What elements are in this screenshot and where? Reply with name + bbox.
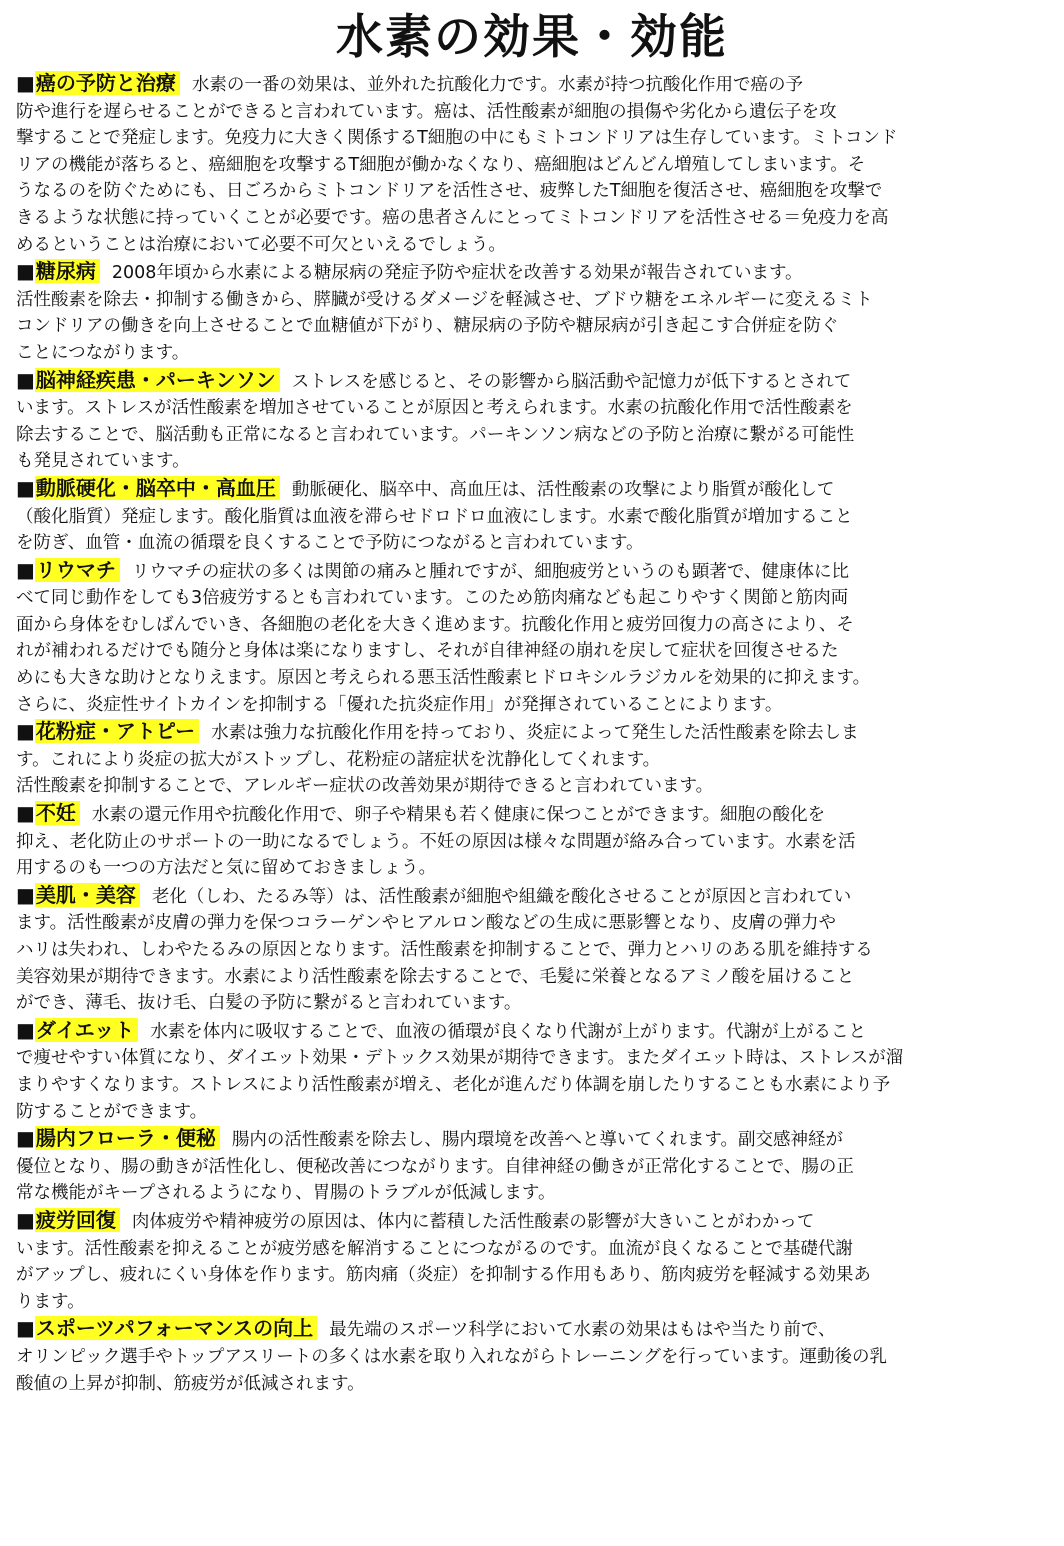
section xyxy=(16,882,1048,1017)
body-text: で痩せやすい体質になり、ダイエット効果・デトックス効果が期待できます。またダイエット時は、ストレスが溜 xyxy=(16,1048,904,1069)
text-line xyxy=(16,125,1048,152)
text-line xyxy=(16,1045,1048,1072)
body-text: 活性酸素を除去・抑制する働きから、膵臓が受けるダメージを軽減させ、ブドウ糖をエネルギーに変えるミト xyxy=(16,289,873,310)
body-text: 腸内の活性酸素を除去し、腸内環境を改善へと導いてくれます。副交感神経が xyxy=(231,1130,844,1151)
bullet-square-icon: ■ xyxy=(16,719,35,744)
body-text: 水素の一番の効果は、並外れた抗酸化力です。水素が持つ抗酸化作用で癌の予 xyxy=(191,75,804,95)
body-text: います。活性酸素を抑えることが疲労感を解消することにつながるのです。血流が良くなることで基礎代謝 xyxy=(16,1238,853,1259)
body-text: 老化（しわ、たるみ等）は、活性酸素が細胞や組織を酸化させることが原因と言われてい xyxy=(151,886,852,907)
text-line xyxy=(16,205,1048,232)
text-line xyxy=(16,70,1048,99)
page-title: 水素の効果・効能 xyxy=(336,10,728,65)
text-line xyxy=(16,1072,1048,1099)
text-line xyxy=(16,1289,1048,1316)
body-text: きるような状態に持っていくことが必要です。癌の患者さんにとってミトコンドリアを活性させる＝免疫力を高 xyxy=(16,207,889,228)
section-heading: ダイエット xyxy=(35,1018,138,1042)
text-line xyxy=(16,1017,1048,1046)
document-page xyxy=(0,8,1064,1546)
section-heading: 疲労回復 xyxy=(35,1208,120,1232)
body-text: オリンピック選手やトップアスリートの多くは水素を取り入れながらトレーニングを行っています。運動後の乳 xyxy=(16,1346,887,1367)
body-text: ハリは失われ、しわやたるみの原因となります。活性酸素を抑制することで、弾力とハリのある肌を維持する xyxy=(16,940,873,960)
body-text: 抑え、老化防止のサポートの一助になるでしょう。不妊の原因は様々な問題が絡み合っています。水素を活 xyxy=(16,831,856,852)
body-text: れが補われるだけでも随分と身体は楽になりますし、それが自律神経の崩れを戻して症状を回復させるた xyxy=(16,641,839,662)
body-text: ます。活性酸素が皮膚の弾力を保つコラーゲンやヒアルロン酸などの生成に悪影響となり、皮膚の弾力や xyxy=(16,913,837,934)
text-line xyxy=(16,1099,1048,1126)
section-heading: リウマチ xyxy=(35,558,120,582)
section-body xyxy=(16,1207,1048,1315)
text-line xyxy=(16,504,1048,531)
bullet-square-icon: ■ xyxy=(16,882,35,907)
bullet-square-icon: ■ xyxy=(16,367,35,392)
section-body xyxy=(16,258,1048,366)
text-line xyxy=(16,1315,1048,1344)
body-text: 肉体疲労や精神疲労の原因は、体内に蓄積した活性酸素の影響が大きいことがわかって xyxy=(131,1211,815,1232)
bullet-square-icon: ■ xyxy=(16,71,35,95)
body-text: 防することができます。 xyxy=(16,1101,208,1122)
text-line xyxy=(16,1180,1048,1207)
section xyxy=(16,475,1048,557)
section-heading: 腸内フローラ・便秘 xyxy=(35,1126,220,1150)
section-body xyxy=(16,800,1048,882)
section xyxy=(16,258,1048,366)
body-text: まりやすくなります。ストレスにより活性酸素が増え、老化が進んだり体調を崩したりすることも水素により予 xyxy=(16,1074,891,1095)
text-line xyxy=(16,367,1048,396)
text-line xyxy=(16,829,1048,856)
text-line xyxy=(16,448,1048,475)
bullet-square-icon: ■ xyxy=(16,1126,35,1151)
body-text: ことにつながります。 xyxy=(16,342,190,363)
text-line xyxy=(16,855,1048,882)
body-text: 美容効果が期待できます。水素により活性酸素を除去することで、毛髪に栄養となるアミノ酸を届けること xyxy=(16,966,855,987)
text-line xyxy=(16,1344,1048,1371)
body-text: （酸化脂質）発症します。酸化脂質は血液を滞らせドロドロ血液にします。水素で酸化脂質が増加すること xyxy=(16,506,853,527)
text-line xyxy=(16,585,1048,612)
bullet-square-icon: ■ xyxy=(16,1207,35,1232)
body-text: す。これにより炎症の拡大がストップし、花粉症の諸症状を沈静化してくれます。 xyxy=(16,749,661,770)
section-body xyxy=(16,718,1048,800)
body-text: 常な機能がキープされるようになり、胃腸のトラブルが低減します。 xyxy=(16,1183,556,1204)
text-line xyxy=(16,99,1048,126)
text-line xyxy=(16,395,1048,422)
body-text: 防や進行を遅らせることができると言われています。癌は、活性酸素が細胞の損傷や劣化から遺伝子を攻 xyxy=(16,101,837,122)
section xyxy=(16,718,1048,800)
text-line xyxy=(16,1154,1048,1181)
bullet-square-icon: ■ xyxy=(16,1017,35,1042)
section-heading: 癌の予防と治療 xyxy=(35,71,180,95)
body-text: めるということは治療において必要不可欠といえるでしょう。 xyxy=(16,234,506,255)
section-body xyxy=(16,367,1048,475)
body-text: 水素の還元作用や抗酸化作用で、卵子や精果も若く健康に保つことができます。細胞の酸化を xyxy=(91,805,826,826)
bullet-square-icon: ■ xyxy=(16,557,35,582)
text-line xyxy=(16,910,1048,937)
text-line xyxy=(16,773,1048,800)
text-line xyxy=(16,258,1048,287)
text-line xyxy=(16,1125,1048,1154)
text-line xyxy=(16,800,1048,829)
body-text: 活性酸素を抑制することで、アレルギー症状の改善効果が期待できると言われています。 xyxy=(16,776,714,797)
text-line xyxy=(16,612,1048,639)
body-text: 酸値の上昇が抑制、筋疲労が低減されます。 xyxy=(16,1373,365,1394)
section xyxy=(16,1017,1048,1125)
body-text: 水素は強力な抗酸化作用を持っており、炎症によって発生した活性酸素を除去しま xyxy=(211,723,859,744)
text-line xyxy=(16,530,1048,557)
body-text: 優位となり、腸の動きが活性化し、便秘改善につながります。自律神経の働きが正常化することで、腸の正 xyxy=(16,1156,854,1177)
body-text: リアの機能が落ちると、癌細胞を攻撃するT細胞が働かなくなり、癌細胞はどんどん増殖してしまいます。そ xyxy=(16,154,866,175)
section-body xyxy=(16,1315,1048,1397)
section-heading: 動脈硬化・脳卒中・高血圧 xyxy=(35,476,280,500)
text-line xyxy=(16,692,1048,719)
text-line xyxy=(16,937,1048,964)
section xyxy=(16,1207,1048,1315)
text-line xyxy=(16,232,1048,259)
bullet-square-icon: ■ xyxy=(16,1316,35,1341)
body-text: ができ、薄毛、抜け毛、白髪の予防に繋がると言われています。 xyxy=(16,993,522,1014)
text-line xyxy=(16,990,1048,1017)
text-line xyxy=(16,422,1048,449)
section xyxy=(16,800,1048,882)
section-body xyxy=(16,557,1048,719)
body-text: 水素を体内に吸収することで、血液の循環が良くなり代謝が上がります。代謝が上がること xyxy=(150,1021,867,1042)
text-line xyxy=(16,1262,1048,1289)
body-text: うなるのを防ぐためにも、日ごろからミトコンドリアを活性させ、疲弊したT細胞を復活させ、癌細胞を攻撃で xyxy=(16,181,883,202)
text-line xyxy=(16,1207,1048,1236)
text-line xyxy=(16,152,1048,179)
bullet-square-icon: ■ xyxy=(16,475,35,500)
section-heading: 脳神経疾患・パーキンソン xyxy=(35,368,280,392)
body-text: ります。 xyxy=(16,1291,85,1312)
body-text: コンドリアの働きを向上させることで血糖値が下がり、糖尿病の予防や糖尿病が引き起こす合併症を防ぐ xyxy=(16,316,839,337)
section-heading: 糖尿病 xyxy=(35,259,100,283)
body-text: 最先端のスポーツ科学において水素の効果はもはや当たり前で、 xyxy=(329,1320,836,1341)
body-text: 撃することで発症します。免疫力に大きく関係するT細胞の中にもミトコンドリアは生存しています。ミトコンド xyxy=(16,128,898,149)
section xyxy=(16,70,1048,258)
section-heading: 美肌・美容 xyxy=(35,883,140,907)
section-body xyxy=(16,475,1048,557)
text-line xyxy=(16,747,1048,774)
text-line xyxy=(16,178,1048,205)
section-heading: 花粉症・アトピー xyxy=(35,719,199,743)
text-line xyxy=(16,718,1048,747)
section xyxy=(16,557,1048,719)
text-line xyxy=(16,882,1048,911)
body-text: 面から身体をむしばんでいき、各細胞の老化を大きく進めます。抗酸化作用と疲労回復力の高さにより、そ xyxy=(16,614,854,635)
body-text: リウマチの症状の多くは関節の痛みと腫れですが、細胞疲労というのも顕著で、健康体に比 xyxy=(131,561,850,582)
sections-container xyxy=(16,70,1048,1397)
bullet-square-icon: ■ xyxy=(16,259,35,284)
section-body xyxy=(16,882,1048,1017)
text-line xyxy=(16,638,1048,665)
body-text: 2008年頃から水素による糖尿病の発症予防や症状を改善する効果が報告されています。 xyxy=(111,263,803,284)
section xyxy=(16,367,1048,475)
body-text: います。ストレスが活性酸素を増加させていることが原因と考えられます。水素の抗酸化作用で活性酸素を xyxy=(16,398,853,419)
body-text: さらに、炎症性サイトカインを抑制する「優れた抗炎症作用」が発揮されていることによります。 xyxy=(16,694,783,715)
text-line xyxy=(16,475,1048,504)
body-text: めにも大きな助けとなりえます。原因と考えられる悪玉活性酸素ヒドロキシルラジカルを効果的に抑えます。 xyxy=(16,668,871,689)
body-text: がアップし、疲れにくい身体を作ります。筋肉痛（炎症）を抑制する作用もあり、筋肉疲労を軽減する効果あ xyxy=(16,1265,871,1286)
text-line xyxy=(16,964,1048,991)
text-line xyxy=(16,557,1048,586)
bullet-square-icon: ■ xyxy=(16,801,35,826)
text-line xyxy=(16,665,1048,692)
body-text: べて同じ動作をしても3倍疲労するとも言われています。このため筋肉痛なども起こりやすく関節と筋肉両 xyxy=(16,588,849,609)
body-text: ストレスを感じると、その影響から脳活動や記憶力が低下するとされて xyxy=(291,371,852,392)
body-text: を防ぎ、血管・血流の循環を良くすることで予防につながると言われています。 xyxy=(16,533,644,554)
body-text: 動脈硬化、脳卒中、高血圧は、活性酸素の攻撃により脂質が酸化して xyxy=(291,479,835,500)
section xyxy=(16,1315,1048,1397)
section-heading: 不妊 xyxy=(35,801,80,825)
section-body xyxy=(16,70,1048,258)
section-heading: スポーツパフォーマンスの向上 xyxy=(35,1316,317,1340)
body-text: 用するのも一つの方法だと気に留めておきましょう。 xyxy=(16,858,436,879)
text-line xyxy=(16,313,1048,340)
section xyxy=(16,1125,1048,1207)
text-line xyxy=(16,1371,1048,1398)
text-line xyxy=(16,287,1048,314)
body-text: も発見されています。 xyxy=(16,451,190,472)
text-line xyxy=(16,340,1048,367)
text-line xyxy=(16,1236,1048,1263)
section-body xyxy=(16,1125,1048,1207)
section-body xyxy=(16,1017,1048,1125)
body-text: 除去することで、脳活動も正常になると言われています。パーキンソン病などの予防と治療に繋がる可能性 xyxy=(16,424,855,445)
